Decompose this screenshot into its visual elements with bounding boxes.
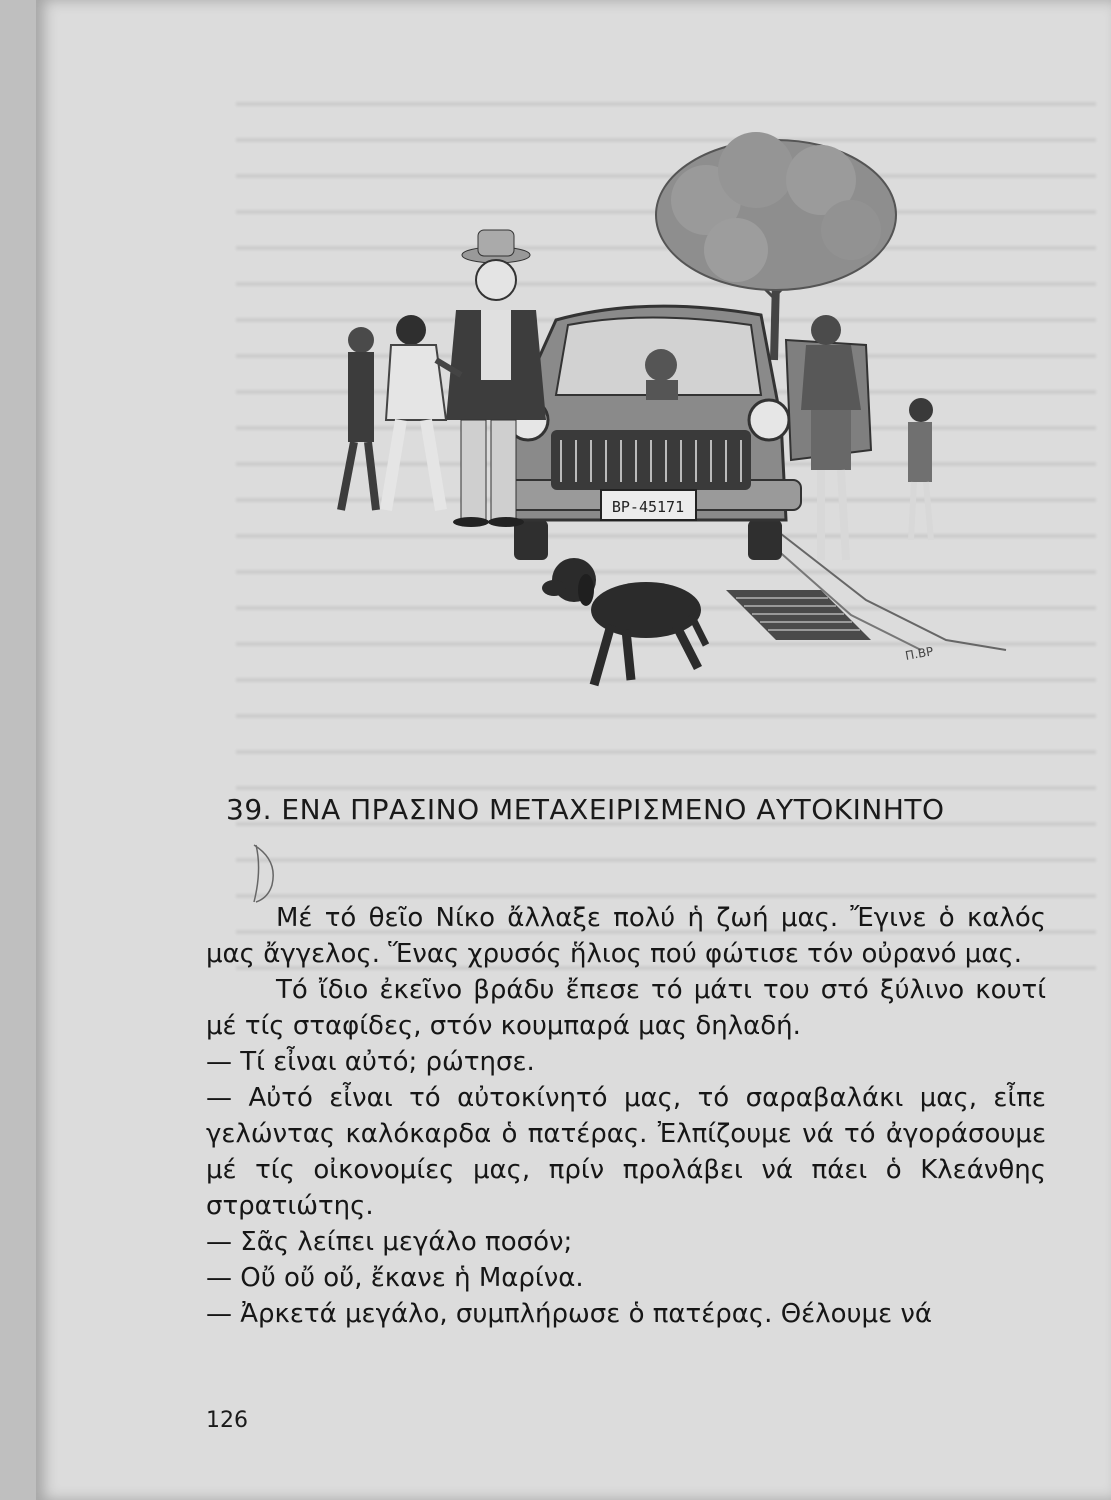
body-text: [206, 900, 1046, 1332]
chapter-title: 39. ΕΝΑ ΠΡΑΣΙΝΟ ΜΕΤΑΧΕΙΡΙΣΜΕΝΟ ΑΥΤΟΚΙΝΗΤΟ: [226, 793, 945, 826]
dog: [542, 558, 706, 685]
dialogue-line: — Αὐτό εἶναι τό αὐτοκίνητό μας, τό σαραβαλάκι μας, εἶπε γελώντας καλόκαρδα ὁ πατέρας. Ἐλπίζουμε νά τό ἀγοράσουμε μέ τίς οἰκονομίες μας, πρίν προλάβει νά πάει ὁ Κλεάνθης στρατιώτης.: [206, 1083, 1046, 1221]
dialogue-line: — Ἀρκετά μεγάλο, συμπλήρωσε ὁ πατέρας. Θέλουμε νά: [206, 1299, 933, 1329]
drain-grate: [726, 590, 871, 640]
dialogue-line: — Σᾶς λείπει μεγάλο ποσόν;: [206, 1227, 573, 1257]
dialogue-line: — Τί εἶναι αὐτό; ρώτησε.: [206, 1047, 535, 1077]
car-family-illustration: [306, 120, 1026, 720]
paragraph: Μέ τό θεῖο Νίκο ἄλλαξε πολύ ἡ ζωή μας. Ἔγινε ὁ καλός μας ἄγγελος. Ἕνας χρυσός ἥλιος πού φώτισε τόν οὐρανό μας.: [206, 903, 1046, 969]
dialogue-line: — Οὔ οὔ οὔ, ἔκανε ἡ Μαρίνα.: [206, 1263, 584, 1293]
page-number: 126: [206, 1408, 248, 1433]
book-page: [36, 0, 1111, 1500]
artist-signature: Π.ΒΡ: [904, 644, 935, 663]
paragraph: Τό ἴδιο ἐκεῖνο βράδυ ἔπεσε τό μάτι του στό ξύλινο κουτί μέ τίς σταφίδες, στόν κουμπαρά μας δηλαδή.: [206, 975, 1046, 1041]
license-plate: ΒΡ-45171: [611, 498, 685, 516]
boys-figures: [341, 315, 461, 510]
